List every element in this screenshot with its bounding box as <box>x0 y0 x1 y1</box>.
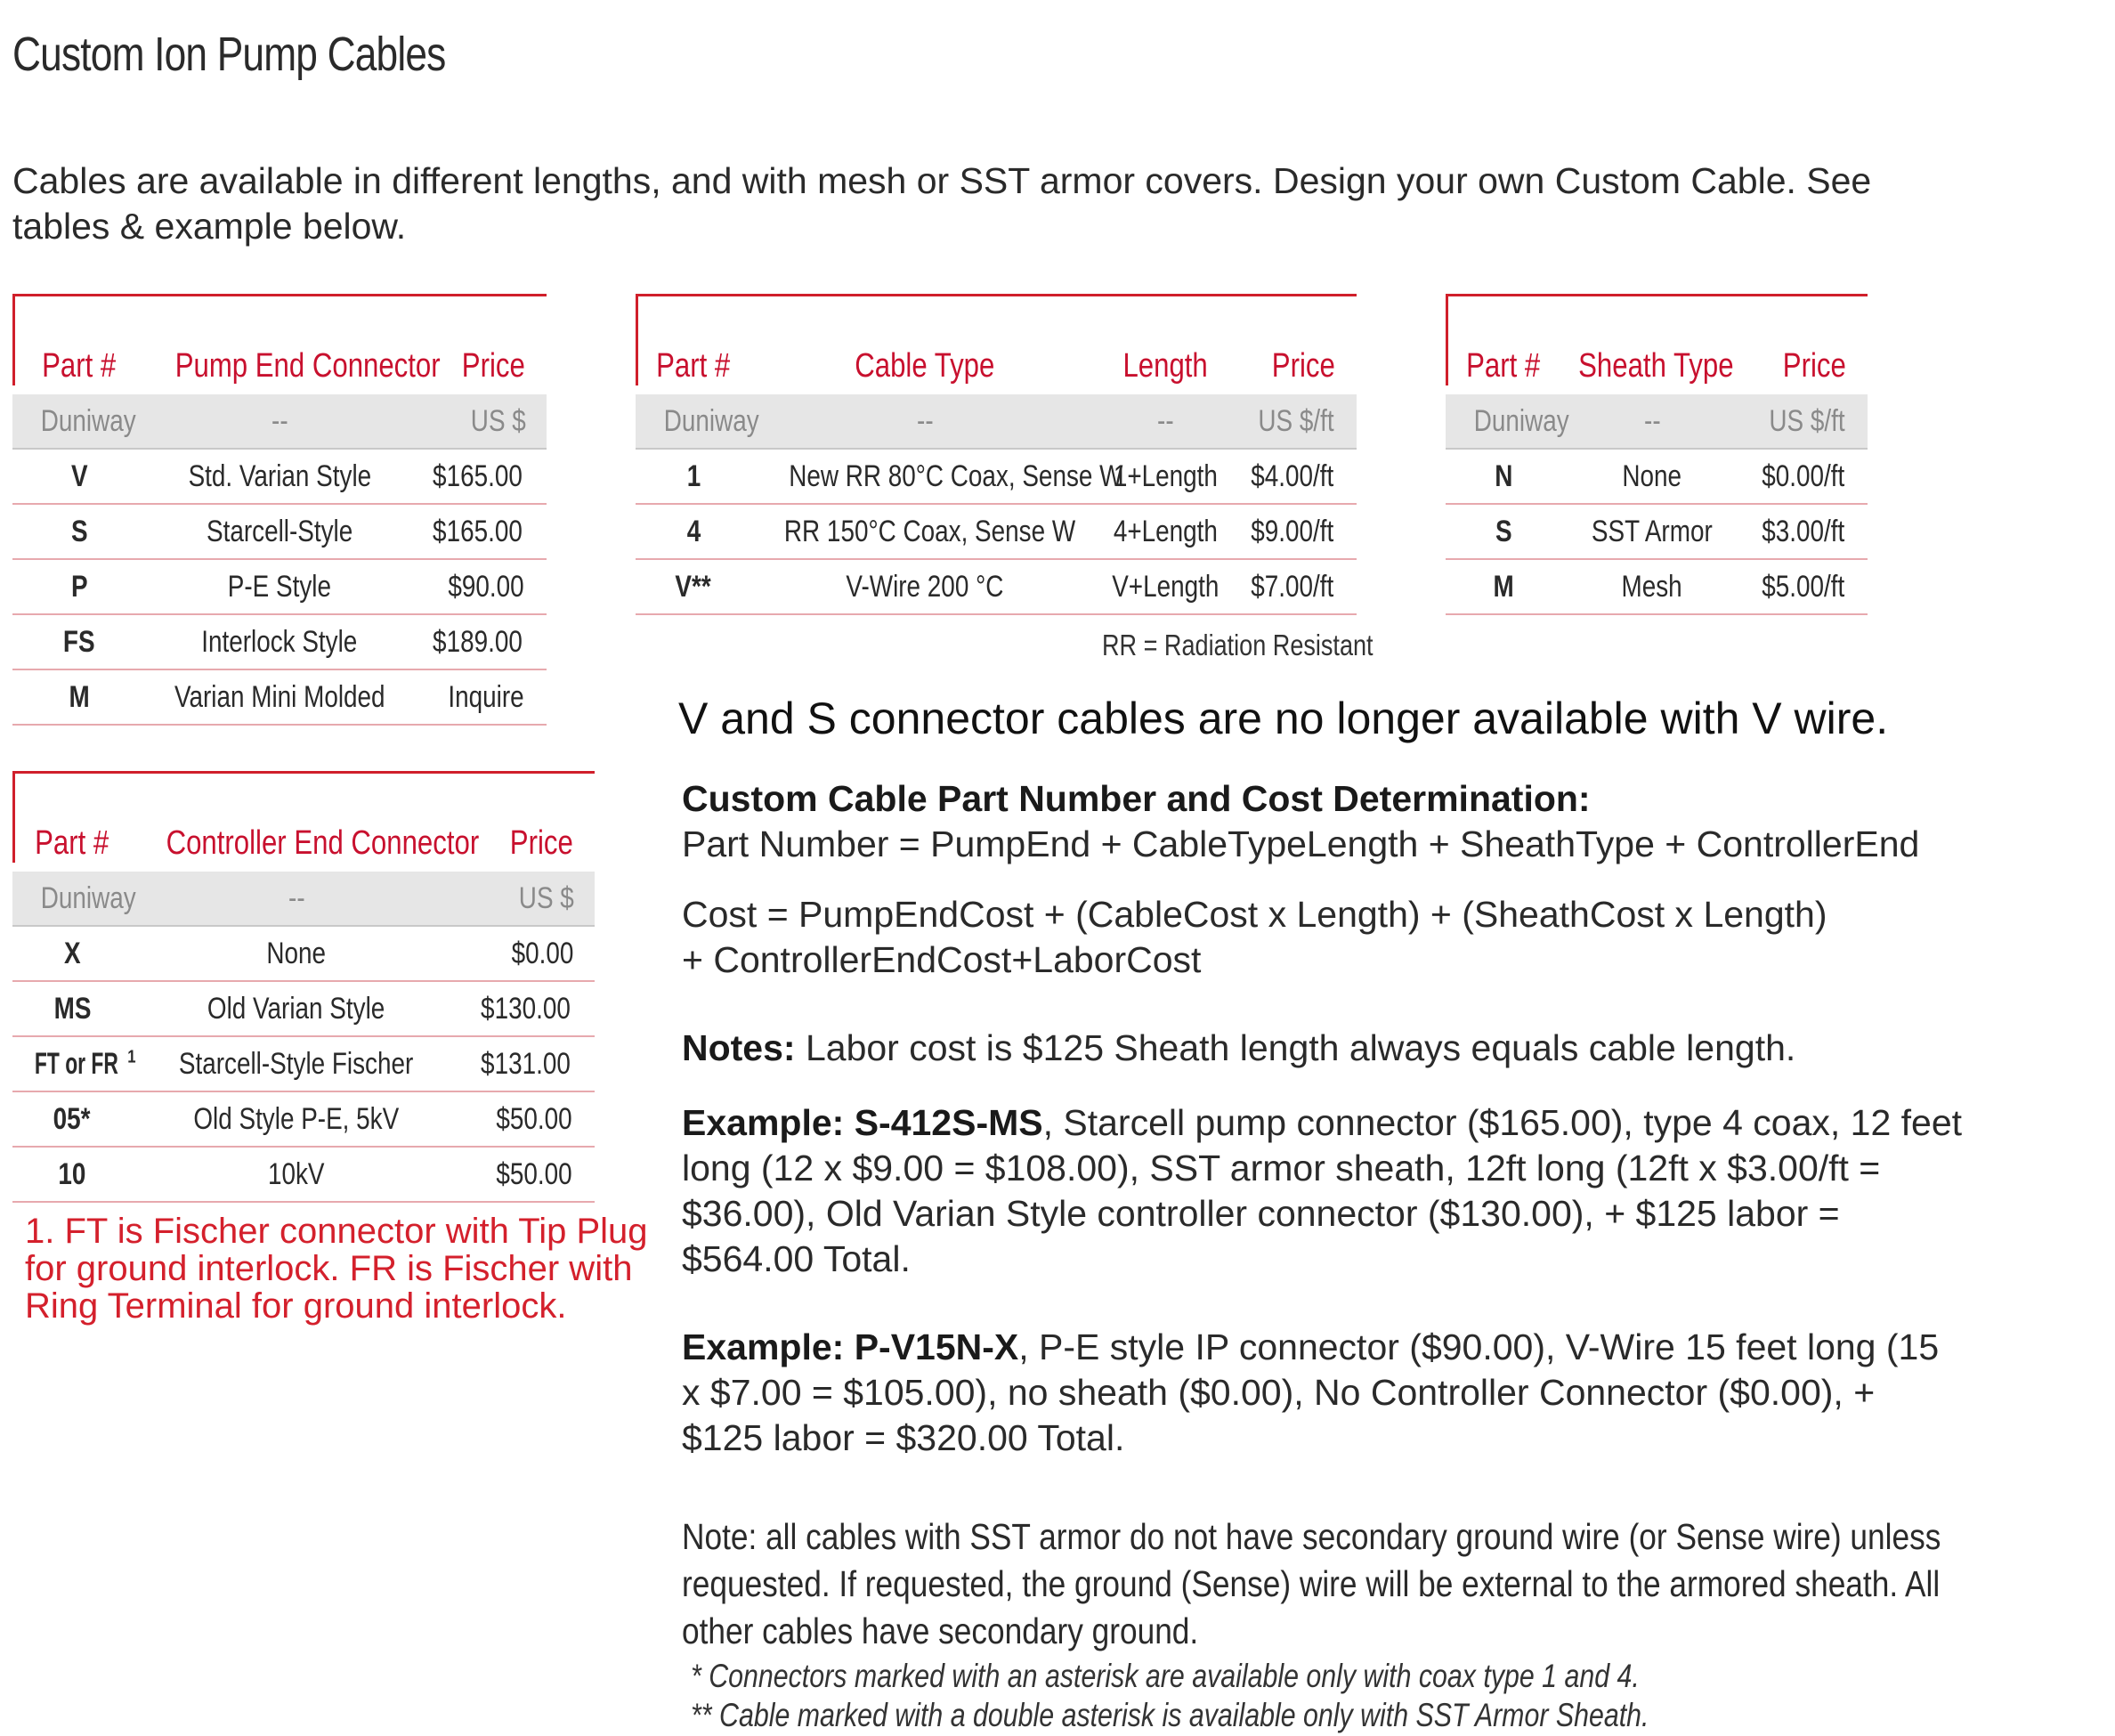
column-header: Sheath Type <box>1578 347 1734 385</box>
table-row: 4 RR 150°C Coax, Sense W 4+Length $9.00/ft <box>636 504 1357 559</box>
column-header: Cable Type <box>855 347 995 385</box>
table-row: M Varian Mini Molded Inquire <box>12 669 547 725</box>
radiation-resistant-note: RR = Radiation Resistant <box>1102 629 1374 661</box>
column-header: Price <box>510 824 574 862</box>
controller-end-table <box>12 771 595 1203</box>
section-heading: Custom Cable Part Number and Cost Determination: <box>682 778 1591 819</box>
part-code: MS <box>12 981 132 1036</box>
part-code: 1 <box>636 449 751 504</box>
column-header: Price <box>1783 347 1847 385</box>
part-number-formula: Part Number = PumpEnd + CableTypeLength + SheathType + ControllerEnd <box>682 823 1920 864</box>
column-header: Price <box>1272 347 1336 385</box>
column-header: Part # <box>42 347 117 385</box>
part-code: FS <box>12 614 146 669</box>
pump-end-table <box>12 294 547 726</box>
table-row: P P-E Style $90.00 <box>12 559 547 614</box>
cost-formula: Cost = PumpEndCost + (CableCost x Length) + (SheathCost x Length) + ControllerEndCost+LaborCost <box>682 894 1827 980</box>
sst-armor-note: Note: all cables with SST armor do not have secondary ground wire (or Sense wire) unless requested. If requested, the ground (Sense) wire will be external to the armored sheath. All other cables have secondary ground. <box>682 1516 1941 1651</box>
double-asterisk-note: ** Cable marked with a double asterisk is available only with SST Armor Sheath. <box>691 1697 1649 1733</box>
example-1: Example: S-412S-MS, Starcell pump connector ($165.00), type 4 coax, 12 feet long (12 x $9.00 = $108.00), SST armor sheath, 12ft long (12ft x $3.00/ft = $36.00), Old Varian Style controller connector ($130.00), + $125 labor = $564.00 Total. <box>682 1102 1963 1279</box>
part-code: V <box>12 449 146 504</box>
column-header: Part # <box>656 347 731 385</box>
part-code: M <box>12 669 146 725</box>
part-code: 10 <box>12 1147 132 1202</box>
table-subheader-row: Duniway -- US $ <box>12 872 595 926</box>
table-subheader-row: Duniway -- US $ <box>12 394 547 449</box>
column-header: Part # <box>35 824 109 862</box>
table-row: 1 New RR 80°C Coax, Sense W 1+Length $4.00/ft <box>636 449 1357 504</box>
table-row: S SST Armor $3.00/ft <box>1446 504 1868 559</box>
table-row: 10 10kV $50.00 <box>12 1147 595 1202</box>
intro-text: Cables are available in different lengths, and with mesh or SST armor covers. Design your own Custom Cable. See tables & example below. <box>12 160 1872 247</box>
notes-paragraph: Notes: Labor cost is $125 Sheath length always equals cable length. <box>682 1027 1796 1068</box>
column-header: Length <box>1122 347 1208 385</box>
part-code: V** <box>636 559 751 614</box>
table-subheader-row: Duniway -- -- US $/ft <box>636 394 1357 449</box>
table-row: N None $0.00/ft <box>1446 449 1868 504</box>
column-header: Controller End Connector <box>166 824 480 862</box>
v-wire-availability-note: V and S connector cables are no longer available with V wire. <box>678 694 1889 743</box>
part-code: N <box>1446 449 1561 504</box>
table-row: M Mesh $5.00/ft <box>1446 559 1868 614</box>
asterisk-note: * Connectors marked with an asterisk are available only with coax type 1 and 4. <box>691 1658 1640 1694</box>
table-row: 05* Old Style P-E, 5kV $50.00 <box>12 1091 595 1147</box>
cable-type-table <box>636 294 1357 615</box>
sheath-type-table <box>1446 294 1868 615</box>
page-title: Custom Ion Pump Cables <box>12 28 446 81</box>
column-header: Pump End Connector <box>174 347 441 385</box>
part-code: P <box>12 559 146 614</box>
part-code: M <box>1446 559 1561 614</box>
part-code: S <box>1446 504 1561 559</box>
table-row: FS Interlock Style $189.00 <box>12 614 547 669</box>
part-number-section <box>682 776 1964 867</box>
part-code: S <box>12 504 146 559</box>
part-code: FT or FR $^1$ <box>12 1036 132 1091</box>
table-row: V Std. Varian Style $165.00 <box>12 449 547 504</box>
example-2: Example: P-V15N-X, P-E style IP connector ($90.00), V-Wire 15 feet long (15 x $7.00 = $105.00), no sheath ($0.00), No Controller Connector ($0.00), + $125 labor = $320.00 Total. <box>682 1326 1940 1458</box>
column-header: Part # <box>1466 347 1541 385</box>
table-row: V** V-Wire 200 °C V+Length $7.00/ft <box>636 559 1357 614</box>
part-code: X <box>12 926 132 981</box>
part-code: 4 <box>636 504 751 559</box>
table-row: S Starcell-Style $165.00 <box>12 504 547 559</box>
table-row: MS Old Varian Style $130.00 <box>12 981 595 1036</box>
part-code: 05* <box>12 1091 132 1147</box>
table-row: X None $0.00 <box>12 926 595 981</box>
column-header: Price <box>462 347 526 385</box>
table-subheader-row: Duniway -- US $/ft <box>1446 394 1868 449</box>
fischer-footnote: 1. FT is Fischer connector with Tip Plug for ground interlock. FR is Fischer with Ring Terminal for ground interlock. <box>25 1212 648 1326</box>
table-row: FT or FR $^1$ Starcell-Style Fischer $131.00 <box>12 1036 595 1091</box>
